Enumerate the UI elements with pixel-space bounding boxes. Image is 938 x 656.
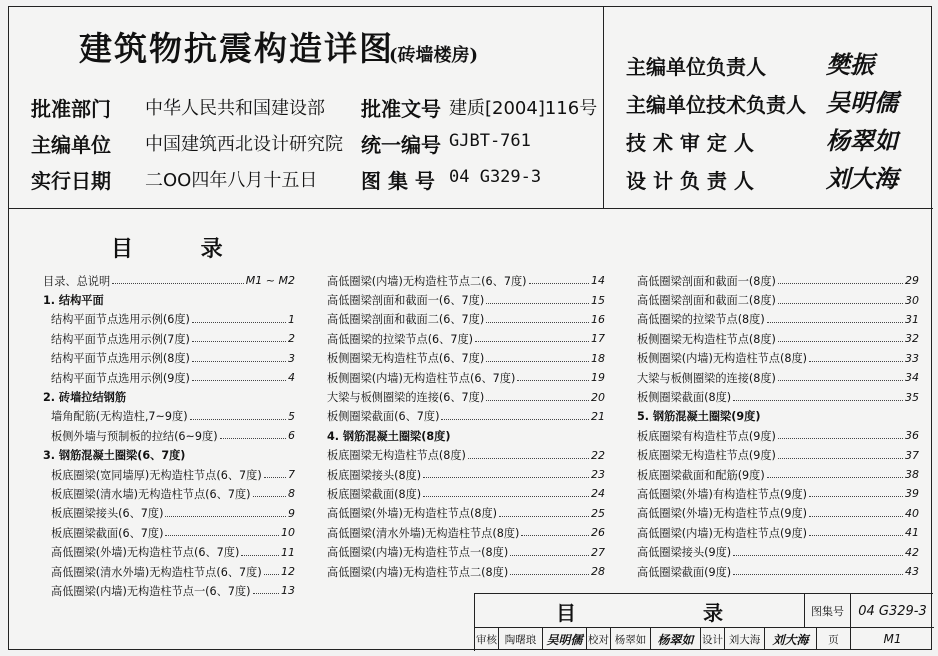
toc-leader-dots <box>767 322 903 323</box>
toc-entry <box>637 426 919 445</box>
toc-page-number: 29 <box>905 274 919 288</box>
toc-page-number: 24 <box>591 487 605 501</box>
toc-leader-dots <box>733 555 903 556</box>
toc-entry <box>637 349 919 368</box>
toc-leader-dots <box>778 303 903 304</box>
toc-entry <box>327 465 605 484</box>
toc-leader-dots <box>190 419 286 420</box>
toc-page-number: 15 <box>591 293 605 307</box>
toc-page-number: M1 ~ M2 <box>245 274 295 288</box>
toc-page-number: 37 <box>905 448 919 462</box>
signature-row <box>626 126 898 159</box>
toc-leader-dots <box>809 516 903 517</box>
toc-entry <box>637 329 919 348</box>
toc-entry-title: 目录、总说明 <box>43 274 111 288</box>
toc-entry-title: 板侧圈梁无构造柱节点(8度) <box>637 332 776 346</box>
atlas-number-value: 04 G329-3 <box>858 603 927 619</box>
toc-leader-dots <box>529 283 589 284</box>
toc-leader-dots <box>499 516 589 517</box>
toc-page-number: 2 <box>288 332 295 346</box>
field-value: 中华人民共和国建设部 <box>145 98 325 119</box>
toc-leader-dots <box>264 574 279 575</box>
toc-leader-dots <box>733 400 903 401</box>
toc-page-number: 10 <box>281 526 295 540</box>
toc-title: 目 录 <box>111 237 253 262</box>
toc-leader-dots <box>510 574 589 575</box>
toc-entry-title: 板底圈梁截面(6、7度) <box>51 526 164 540</box>
toc-page-number: 14 <box>591 274 605 288</box>
toc-entry <box>327 387 605 406</box>
field-value: 建质[2004]116号 <box>449 98 598 119</box>
reviewer-name: 陶曙琅 <box>499 628 543 650</box>
field-label: 实行日期 <box>31 169 111 193</box>
toc-entry-title: 板侧圈梁截面(8度) <box>637 391 732 405</box>
field-label: 主编单位 <box>31 133 111 157</box>
toc-page-number: 35 <box>905 390 919 404</box>
toc-entry <box>637 368 919 387</box>
toc-entry <box>327 523 605 542</box>
toc-entry-title: 板侧圈梁截面(6、7度) <box>327 410 440 424</box>
toc-entry-title: 1. 结构平面 <box>43 294 104 308</box>
check-label: 校对 <box>587 628 611 650</box>
toc-leader-dots <box>192 322 286 323</box>
toc-entry <box>43 581 295 600</box>
toc-leader-dots <box>220 438 286 439</box>
toc-entry <box>43 562 295 581</box>
toc-leader-dots <box>733 574 903 575</box>
toc-entry-title: 高低圈梁剖面和截面二(6、7度) <box>327 313 485 327</box>
toc-entry-title: 板底圈梁无构造柱节点(9度) <box>637 449 776 463</box>
toc-leader-dots <box>517 380 589 381</box>
toc-leader-dots <box>165 516 286 517</box>
toc-entry-title: 板底圈梁有构造柱节点(9度) <box>637 429 776 443</box>
toc-page-number: 20 <box>591 390 605 404</box>
toc-leader-dots <box>809 361 903 362</box>
toc-page-number: 41 <box>905 526 919 540</box>
toc-page-number: 22 <box>591 448 605 462</box>
page-value: M1 <box>883 632 902 646</box>
toc-entry <box>327 310 605 329</box>
toc-entry <box>43 310 295 329</box>
checker-name: 杨翠如 <box>611 628 651 650</box>
toc-page-number: 43 <box>905 565 919 579</box>
toc-entry-title: 高低圈梁(内墙)无构造柱节点一(8度) <box>327 546 509 560</box>
toc-entry-title: 高低圈梁(外墙)无构造柱节点(6、7度) <box>51 546 240 560</box>
toc-entry-title: 板底圈梁无构造柱节点(8度) <box>327 449 466 463</box>
toc-entry <box>637 290 919 309</box>
signature-role: 技 术 审 定 人 <box>626 131 754 155</box>
toc-leader-dots <box>253 593 279 594</box>
toc-entry <box>43 368 295 387</box>
toc-entry-title: 高低圈梁(外墙)有构造柱节点(9度) <box>637 487 808 501</box>
toc-entry-title: 高低圈梁剖面和截面一(8度) <box>637 274 776 288</box>
toc-leader-dots <box>486 361 589 362</box>
toc-entry <box>43 504 295 523</box>
toc-page-number: 3 <box>288 351 295 365</box>
toc-entry-title: 结构平面节点选用示例(8度) <box>51 352 190 366</box>
signature-role: 主编单位负责人 <box>626 55 766 79</box>
toc-entry <box>637 562 919 581</box>
signature: 樊振 <box>826 50 874 79</box>
title-block-top <box>475 594 934 628</box>
toc-entry <box>327 329 605 348</box>
toc-entry <box>327 271 605 290</box>
toc-page-number: 38 <box>905 468 919 482</box>
toc-section-heading <box>43 290 295 309</box>
signature-role: 设 计 负 责 人 <box>626 169 754 193</box>
toc-page-number: 5 <box>288 409 295 423</box>
toc-entry-title: 板底圈梁接头(6、7度) <box>51 507 164 521</box>
toc-entry-title: 大梁与板侧圈梁的连接(6、7度) <box>327 391 485 405</box>
field-label: 批准文号 <box>361 97 441 121</box>
toc-section-heading <box>43 387 295 406</box>
atlas-number-label: 图集号 <box>805 594 851 628</box>
toc-entry <box>327 542 605 561</box>
toc-entry-title: 大梁与板侧圈梁的连接(8度) <box>637 371 776 385</box>
toc-leader-dots <box>475 341 589 342</box>
toc-page-number: 32 <box>905 332 919 346</box>
toc-page-number: 13 <box>281 584 295 598</box>
toc-leader-dots <box>192 361 286 362</box>
toc-entry <box>637 271 919 290</box>
toc-page-number: 30 <box>905 293 919 307</box>
designer-name: 刘大海 <box>725 628 765 650</box>
toc-entry-title: 高低圈梁剖面和截面一(6、7度) <box>327 294 485 308</box>
title-block-name: 目 录 <box>475 594 805 628</box>
toc-entry <box>327 290 605 309</box>
toc-entry-title: 墙角配筋(无构造柱,7~9度) <box>51 410 188 424</box>
atlas-subtitle: (砖墙楼房) <box>389 45 479 66</box>
toc-entry-title: 高低圈梁(内墙)无构造柱节点二(8度) <box>327 565 509 579</box>
toc-page-number: 12 <box>281 565 295 579</box>
toc-column-3 <box>637 271 919 581</box>
review-label: 审核 <box>475 628 499 650</box>
toc-entry <box>43 465 295 484</box>
toc-entry <box>637 523 919 542</box>
toc-entry <box>43 542 295 561</box>
signature-row <box>626 164 898 197</box>
toc-leader-dots <box>521 535 589 536</box>
toc-entry-title: 2. 砖墙拉结钢筋 <box>43 391 127 405</box>
toc-page-number: 31 <box>905 312 919 326</box>
title-block <box>474 593 933 651</box>
toc-entry-title: 结构平面节点选用示例(6度) <box>51 313 190 327</box>
toc-leader-dots <box>423 477 589 478</box>
toc-entry-title: 结构平面节点选用示例(7度) <box>51 332 190 346</box>
toc-page-number: 9 <box>288 506 295 520</box>
toc-leader-dots <box>778 380 903 381</box>
toc-entry-title: 高低圈梁截面(9度) <box>637 565 732 579</box>
field-value: 04 G329-3 <box>449 167 542 187</box>
toc-page-number: 1 <box>288 312 295 326</box>
toc-page-number: 18 <box>591 351 605 365</box>
toc-entry-title: 高低圈梁(清水外墙)无构造柱节点(6、7度) <box>51 565 262 579</box>
header-block <box>9 7 933 209</box>
toc-entry <box>327 407 605 426</box>
toc-page-number: 27 <box>591 545 605 559</box>
toc-page-number: 8 <box>288 487 295 501</box>
toc-entry <box>327 562 605 581</box>
toc-entry-title: 板底圈梁截面和配筋(9度) <box>637 468 765 482</box>
toc-leader-dots <box>192 380 286 381</box>
toc-entry <box>637 465 919 484</box>
toc-entry <box>43 426 295 445</box>
toc-page-number: 19 <box>591 371 605 385</box>
toc-entry-title: 高低圈梁剖面和截面二(8度) <box>637 294 776 308</box>
toc-entry <box>43 407 295 426</box>
toc-entry-title: 高低圈梁(清水外墙)无构造柱节点(8度) <box>327 526 520 540</box>
toc-section-heading <box>637 407 919 426</box>
toc-leader-dots <box>112 283 244 284</box>
toc-page-number: 11 <box>281 545 295 559</box>
signature: 吴明儒 <box>826 88 898 117</box>
toc-section-heading <box>327 426 605 445</box>
toc-entry-title: 结构平面节点选用示例(9度) <box>51 371 190 385</box>
toc-page-number: 40 <box>905 506 919 520</box>
toc-page-number: 21 <box>591 409 605 423</box>
toc-entry <box>43 329 295 348</box>
toc-leader-dots <box>486 400 589 401</box>
toc-entry <box>327 368 605 387</box>
signature-role: 主编单位技术负责人 <box>626 93 806 117</box>
toc-page-number: 7 <box>288 468 295 482</box>
toc-leader-dots <box>264 477 286 478</box>
drawing-sheet <box>8 6 932 650</box>
toc-entry-title: 高低圈梁(内墙)无构造柱节点二(6、7度) <box>327 274 527 288</box>
toc-column-1 <box>43 271 295 601</box>
toc-leader-dots <box>423 496 589 497</box>
design-label: 设计 <box>701 628 725 650</box>
toc-leader-dots <box>253 496 286 497</box>
toc-entry-title: 3. 钢筋混凝土圈梁(6、7度) <box>43 449 186 463</box>
toc-page-number: 42 <box>905 545 919 559</box>
page-label: 页 <box>817 628 851 650</box>
toc-leader-dots <box>778 283 903 284</box>
toc-leader-dots <box>486 322 589 323</box>
toc-entry-title: 高低圈梁接头(9度) <box>637 546 732 560</box>
toc-entry <box>43 349 295 368</box>
toc-page-number: 34 <box>905 371 919 385</box>
toc-entry-title: 板侧圈梁(内墙)无构造柱节点(8度) <box>637 352 808 366</box>
toc-entry-title: 高低圈梁的拉梁节点(6、7度) <box>327 332 474 346</box>
toc-entry-title: 高低圈梁(外墙)无构造柱节点(8度) <box>327 507 498 521</box>
toc-leader-dots <box>767 477 903 478</box>
toc-entry-title: 板侧圈梁无构造柱节点(6、7度) <box>327 352 485 366</box>
header-left <box>9 7 603 209</box>
header-signatures <box>603 7 933 209</box>
toc-page-number: 33 <box>905 351 919 365</box>
toc-entry <box>637 446 919 465</box>
toc-leader-dots <box>241 555 279 556</box>
toc-leader-dots <box>809 496 903 497</box>
toc-leader-dots <box>809 535 903 536</box>
toc-entry-title: 4. 钢筋混凝土圈梁(8度) <box>327 429 451 443</box>
toc-page-number: 39 <box>905 487 919 501</box>
toc-entry <box>327 484 605 503</box>
toc-page-number: 4 <box>288 371 295 385</box>
toc-entry-title: 高低圈梁(内墙)无构造柱节点一(6、7度) <box>51 584 251 598</box>
toc-leader-dots <box>441 419 589 420</box>
title-block-bottom <box>475 628 934 652</box>
toc-entry <box>327 446 605 465</box>
toc-entry-title: 板侧外墙与预制板的拉结(6~9度) <box>51 429 218 443</box>
toc-entry-title: 5. 钢筋混凝土圈梁(9度) <box>637 410 761 424</box>
toc-entry-title: 板底圈梁(宽同墙厚)无构造柱节点(6、7度) <box>51 468 262 482</box>
toc-entry-title: 高低圈梁(外墙)无构造柱节点(9度) <box>637 507 808 521</box>
signature: 刘大海 <box>826 164 898 193</box>
toc-entry <box>637 484 919 503</box>
toc-page-number: 25 <box>591 506 605 520</box>
reviewer-signature: 吴明儒 <box>543 628 587 650</box>
toc-leader-dots <box>778 458 903 459</box>
toc-entry <box>637 542 919 561</box>
toc-leader-dots <box>778 438 903 439</box>
field-value: 二OO四年八月十五日 <box>145 170 318 191</box>
toc-entry <box>637 504 919 523</box>
signature-row <box>626 88 898 121</box>
toc-entry <box>637 310 919 329</box>
field-value: 中国建筑西北设计研究院 <box>145 134 343 155</box>
toc-column-2 <box>327 271 605 581</box>
toc-entry-title: 板侧圈梁(内墙)无构造柱节点(6、7度) <box>327 371 516 385</box>
designer-signature: 刘大海 <box>765 628 817 650</box>
signature-row <box>626 50 874 83</box>
toc-page-number: 26 <box>591 526 605 540</box>
toc-page-number: 16 <box>591 312 605 326</box>
toc-leader-dots <box>510 555 589 556</box>
toc-entry <box>43 523 295 542</box>
field-label: 统一编号 <box>361 133 441 157</box>
toc-page-number: 17 <box>591 332 605 346</box>
toc-entry <box>43 271 295 290</box>
toc-page-number: 6 <box>288 429 295 443</box>
toc-section-heading <box>43 446 295 465</box>
toc-leader-dots <box>486 303 589 304</box>
toc-entry-title: 板底圈梁截面(8度) <box>327 487 422 501</box>
toc-leader-dots <box>778 341 903 342</box>
atlas-title: 建筑物抗震构造详图 <box>79 29 394 68</box>
signature: 杨翠如 <box>826 126 898 155</box>
toc-entry-title: 高低圈梁(内墙)无构造柱节点(9度) <box>637 526 808 540</box>
toc-entry <box>327 349 605 368</box>
toc-entry <box>637 387 919 406</box>
field-label: 图 集 号 <box>361 169 435 193</box>
toc-entry <box>43 484 295 503</box>
checker-signature: 杨翠如 <box>651 628 701 650</box>
toc-entry <box>327 504 605 523</box>
field-label: 批准部门 <box>31 97 111 121</box>
toc-entry-title: 板底圈梁接头(8度) <box>327 468 422 482</box>
toc-entry-title: 板底圈梁(清水墙)无构造柱节点(6、7度) <box>51 487 251 501</box>
toc-page-number: 23 <box>591 468 605 482</box>
field-value: GJBT-761 <box>449 131 531 151</box>
toc-entry-title: 高低圈梁的拉梁节点(8度) <box>637 313 765 327</box>
toc-leader-dots <box>192 341 286 342</box>
toc-leader-dots <box>468 458 589 459</box>
toc-leader-dots <box>165 535 279 536</box>
toc-page-number: 36 <box>905 429 919 443</box>
toc-page-number: 28 <box>591 565 605 579</box>
